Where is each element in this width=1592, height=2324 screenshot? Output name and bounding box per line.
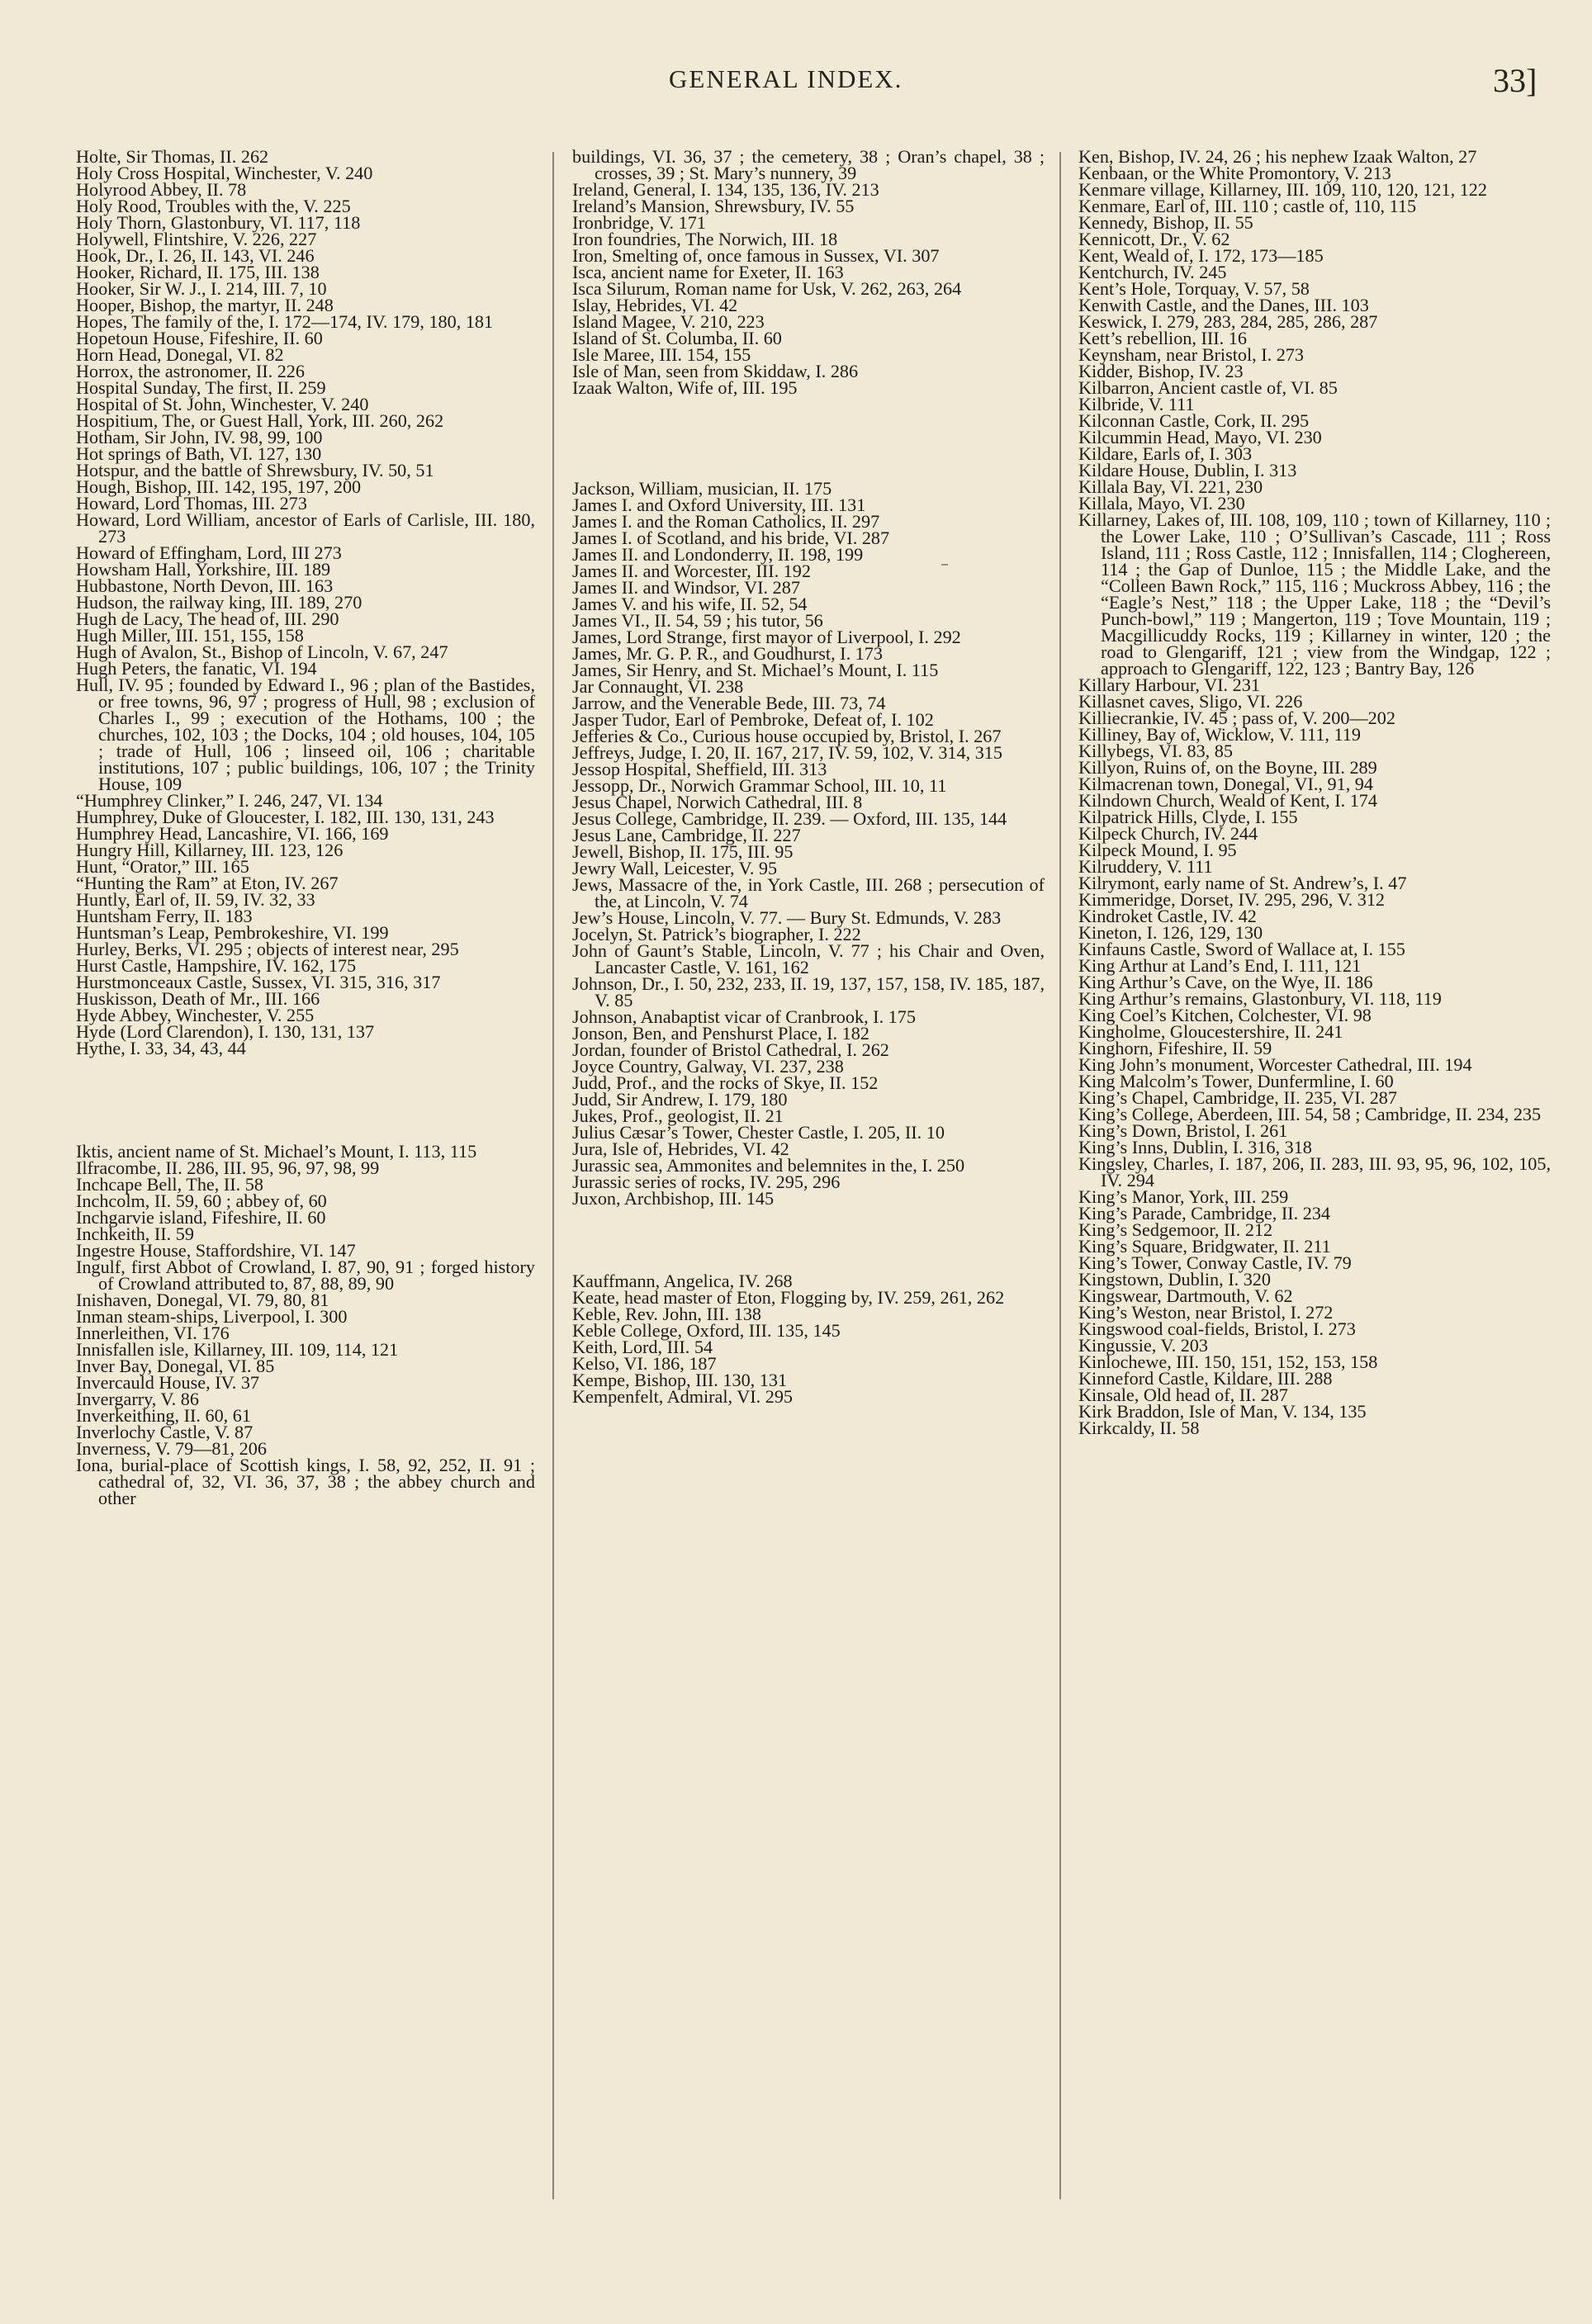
index-entry: James I. and the Roman Catholics, II. 297 [572, 511, 880, 532]
index-entry: Jura, Isle of, Hebrides, VI. 42 [572, 1138, 789, 1159]
index-entry: King Arthur’s remains, Glastonbury, VI. 118, 119 [1078, 988, 1442, 1009]
index-entry: Hyde Abbey, Winchester, V. 255 [76, 1005, 315, 1025]
index-entry: Iktis, ancient name of St. Michael’s Mount, I. 113, 115 [76, 1141, 477, 1162]
index-entry: Island Magee, V. 210, 223 [572, 311, 765, 332]
index-entry: Islay, Hebrides, VI. 42 [572, 295, 738, 315]
index-entry: Kilbarron, Ancient castle of, VI. 85 [1078, 377, 1338, 398]
section-gap [76, 1057, 535, 1143]
index-entry: Hopetoun House, Fifeshire, II. 60 [76, 328, 323, 348]
index-entry: James II. and Londonderry, II. 198, 199 [572, 544, 864, 565]
index-entry: Kildare House, Dublin, I. 313 [1078, 460, 1297, 480]
column-rule-left [552, 152, 554, 2199]
index-entry: Inverkeithing, II. 60, 61 [76, 1405, 251, 1426]
index-entry: Kilpeck Church, IV. 244 [1078, 823, 1258, 844]
index-entry: Inman steam-ships, Liverpool, I. 300 [76, 1306, 348, 1327]
index-entry: Kilcummin Head, Mayo, VI. 230 [1078, 427, 1322, 447]
section-gap [572, 1207, 1045, 1273]
index-entry: King’s Weston, near Bristol, I. 272 [1078, 1302, 1334, 1323]
index-entry: Innerleithen, VI. 176 [76, 1323, 230, 1343]
index-entry: Kilpatrick Hills, Clyde, I. 155 [1078, 807, 1298, 827]
index-entry: Killybegs, VI. 83, 85 [1078, 741, 1233, 761]
index-entry: Hyde (Lord Clarendon), I. 130, 131, 137 [76, 1021, 375, 1042]
index-entry: Killiney, Bay of, Wicklow, V. 111, 119 [1078, 724, 1361, 745]
index-entry: King’s Square, Bridgwater, II. 211 [1078, 1236, 1331, 1257]
index-entry: James VI., II. 54, 59 ; his tutor, 56 [572, 610, 823, 631]
index-entry: Kinfauns Castle, Sword of Wallace at, I. 155 [1078, 939, 1405, 959]
index-entry: Keith, Lord, III. 54 [572, 1337, 713, 1357]
index-entry: James V. and his wife, II. 52, 54 [572, 594, 808, 614]
index-entry: Kilconnan Castle, Cork, II. 295 [1078, 410, 1310, 431]
index-entry: Horn Head, Donegal, VI. 82 [76, 344, 284, 365]
index-entry: Howsham Hall, Yorkshire, III. 189 [76, 559, 331, 580]
index-entry: Kauffmann, Angelica, IV. 268 [572, 1271, 793, 1291]
index-entry: Ironbridge, V. 171 [572, 212, 706, 233]
index-entry: Jessopp, Dr., Norwich Grammar School, III. 10, 11 [572, 775, 947, 796]
index-entry: Jocelyn, St. Patrick’s biographer, I. 222 [572, 924, 861, 944]
index-entry: Kilruddery, V. 111 [1078, 856, 1213, 877]
index-entry: Holyrood Abbey, II. 78 [76, 179, 247, 200]
index-entry: Iona, burial-place of Scottish kings, I. 58, 92, 252, II. 91 ; cathedral of, 32, VI. 36, 37, 38 ; the abbey church and other [76, 1455, 535, 1508]
index-entry: Killala, Mayo, VI. 230 [1078, 493, 1245, 514]
index-entry: James II. and Worcester, III. 192 [572, 561, 811, 581]
index-entry: Island of St. Columba, II. 60 [572, 328, 782, 348]
index-entry: Inchcolm, II. 59, 60 ; abbey of, 60 [76, 1190, 327, 1211]
index-entry: Kilbride, V. 111 [1078, 394, 1195, 414]
index-entry: Kett’s rebellion, III. 16 [1078, 328, 1247, 348]
index-entry: Iron foundries, The Norwich, III. 18 [572, 229, 838, 249]
index-entry: Hot springs of Bath, VI. 127, 130 [76, 443, 322, 464]
index-entry: Inchkeith, II. 59 [76, 1224, 194, 1244]
index-entry: Hull, IV. 95 ; founded by Edward I., 96 ; plan of the Bastides, or free towns, 96, 97 ; progress of Hull, 98 ; exclusion of Charles I., 99 ; execution of the Hothams, 100 ; the churches, 102, 103 ; the Docks, 104 ; old houses, 104, 105 ; trade of Hull, 106 ; linseed oil, 106 ; charitable institutions, 107 ; public buildings, 106, 107 ; the Trinity House, 109 [76, 674, 535, 794]
index-entry: Hooper, Bishop, the martyr, II. 248 [76, 295, 334, 315]
index-entry: Howard, Lord Thomas, III. 273 [76, 493, 307, 514]
index-entry: Hugh Peters, the fanatic, VI. 194 [76, 658, 317, 679]
index-entry: James I. of Scotland, and his bride, VI. 287 [572, 528, 890, 548]
index-entry: Isca, ancient name for Exeter, II. 163 [572, 262, 844, 282]
index-entry: buildings, VI. 36, 37 ; the cemetery, 38 ; Oran’s chapel, 38 ; crosses, 39 ; St. Mary’s nunnery, 39 [572, 146, 1045, 183]
index-entry: Jessop Hospital, Sheffield, III. 313 [572, 759, 827, 779]
index-entry: Hough, Bishop, III. 142, 195, 197, 200 [76, 476, 362, 497]
index-entry: Hook, Dr., I. 26, II. 143, VI. 246 [76, 245, 315, 266]
index-entry: Hugh Miller, III. 151, 155, 158 [76, 625, 304, 646]
index-entry: Jonson, Ben, and Penshurst Place, I. 182 [572, 1023, 869, 1044]
index-entry: Isca Silurum, Roman name for Usk, V. 262, 263, 264 [572, 278, 962, 299]
index-entry: Inishaven, Donegal, VI. 79, 80, 81 [76, 1290, 329, 1310]
index-entry: Killiecrankie, IV. 45 ; pass of, V. 200—202 [1078, 708, 1395, 728]
index-entry: Kinneford Castle, Kildare, III. 288 [1078, 1368, 1333, 1389]
index-entry: Hooker, Sir W. J., I. 214, III. 7, 10 [76, 278, 327, 299]
index-entry: Kidder, Bishop, IV. 23 [1078, 361, 1244, 381]
index-entry: Kirkcaldy, II. 58 [1078, 1418, 1200, 1438]
index-entry: James II. and Windsor, VI. 287 [572, 577, 800, 598]
index-entry: Kilpeck Mound, I. 95 [1078, 840, 1237, 860]
index-entry: Hugh de Lacy, The head of, III. 290 [76, 608, 339, 629]
index-entry: Jewry Wall, Leicester, V. 95 [572, 858, 778, 878]
index-entry: Keswick, I. 279, 283, 284, 285, 286, 287 [1078, 311, 1378, 332]
index-entry: Killasnet caves, Sligo, VI. 226 [1078, 691, 1303, 712]
index-entry: Huskisson, Death of Mr., III. 166 [76, 988, 320, 1009]
index-entry: Howard of Effingham, Lord, III 273 [76, 542, 342, 563]
index-group-i-cont [572, 146, 1045, 398]
index-entry: Kingstown, Dublin, I. 320 [1078, 1269, 1271, 1290]
index-entry: Howard, Lord William, ancestor of Earls of Carlisle, III. 180, 273 [76, 509, 535, 547]
index-entry: Jordan, founder of Bristol Cathedral, I. 262 [572, 1039, 889, 1060]
index-entry: Hugh of Avalon, St., Bishop of Lincoln, V. 67, 247 [76, 641, 448, 662]
index-entry: Holy Thorn, Glastonbury, VI. 117, 118 [76, 212, 361, 233]
index-entry: Keynsham, near Bristol, I. 273 [1078, 344, 1304, 365]
index-column-middle [572, 146, 1045, 1407]
index-entry: King Arthur’s Cave, on the Wye, II. 186 [1078, 972, 1373, 992]
index-entry: Kent’s Hole, Torquay, V. 57, 58 [1078, 278, 1310, 299]
index-entry: Inverlochy Castle, V. 87 [76, 1422, 253, 1442]
index-entry: Kinlochewe, III. 150, 151, 152, 153, 158 [1078, 1351, 1378, 1372]
index-entry: James I. and Oxford University, III. 131 [572, 495, 866, 515]
index-entry: Inchcape Bell, The, II. 58 [76, 1174, 263, 1195]
index-entry: Kineton, I. 126, 129, 130 [1078, 922, 1263, 943]
index-entry: Joyce Country, Galway, VI. 237, 238 [572, 1056, 844, 1077]
index-entry: Holte, Sir Thomas, II. 262 [76, 146, 269, 167]
index-entry: Hythe, I. 33, 34, 43, 44 [76, 1038, 246, 1058]
index-entry: Ingulf, first Abbot of Crowland, I. 87, 90, 91 ; forged history of Crowland attributed to, 87, 88, 89, 90 [76, 1257, 535, 1294]
index-entry: Jewell, Bishop, II. 175, III. 95 [572, 841, 794, 862]
column-rule-right [1059, 152, 1061, 2199]
index-entry: James, Lord Strange, first mayor of Liverpool, I. 292 [572, 627, 961, 647]
index-entry: Hubbastone, North Devon, III. 163 [76, 575, 334, 596]
index-entry: Hospitium, The, or Guest Hall, York, III. 260, 262 [76, 410, 444, 431]
index-entry: Kingholme, Gloucestershire, II. 241 [1078, 1021, 1343, 1042]
index-entry: Jar Connaught, VI. 238 [572, 676, 744, 697]
index-entry: Kinghorn, Fifeshire, II. 59 [1078, 1038, 1272, 1058]
index-entry: Innisfallen isle, Killarney, III. 109, 114, 121 [76, 1339, 399, 1360]
index-entry: Holy Rood, Troubles with the, V. 225 [76, 196, 351, 216]
index-entry: Killarney, Lakes of, III. 108, 109, 110 ; town of Killarney, 110 ; the Lower Lake, 110 ; O’Sullivan’s Cascade, 111 ; Ross Island, 111 ; Ross Castle, 112 ; Innisfallen, 114 ; Cloghereen, 114 ; the Gap of Dunloe, 115 ; the Middle Lake, and the “Colleen Bawn Rock,” 115, 116 ; Muckross Abbey, 116 ; the “Eagle’s Nest,” 118 ; the Upper Lake, 118 ; the “Devil’s Punch-bowl,” 119 ; Mangerton, 119 ; Tove Mountain, 119 ; Macgillicuddy Rocks, 119 ; Killarney in winter, 120 ; the road to Glengariff, 121 ; view from the Windgap, 122 ; approach to Glengariff, 122, 123 ; Bantry Bay, 126 [1078, 509, 1551, 679]
index-entry: Kindroket Castle, IV. 42 [1078, 906, 1257, 926]
index-entry: James, Mr. G. P. R., and Goudhurst, I. 173 [572, 643, 883, 664]
index-entry: King’s Inns, Dublin, I. 316, 318 [1078, 1137, 1312, 1157]
index-entry: Johnson, Dr., I. 50, 232, 233, II. 19, 137, 157, 158, IV. 185, 187, V. 85 [572, 973, 1045, 1011]
index-entry: Holy Cross Hospital, Winchester, V. 240 [76, 163, 373, 183]
index-entry: King’s Down, Bristol, I. 261 [1078, 1120, 1288, 1141]
index-entry: Julius Cæsar’s Tower, Chester Castle, I. 205, II. 10 [572, 1122, 945, 1143]
index-entry: Jew’s House, Lincoln, V. 77. — Bury St. Edmunds, V. 283 [572, 907, 1002, 928]
index-entry: Hospital of St. John, Winchester, V. 240 [76, 394, 369, 414]
index-entry: Kingussie, V. 203 [1078, 1335, 1208, 1356]
index-entry: Hurstmonceaux Castle, Sussex, VI. 315, 316, 317 [76, 972, 441, 992]
index-group-i [76, 1143, 535, 1507]
index-entry: Kirk Braddon, Isle of Man, V. 134, 135 [1078, 1401, 1367, 1422]
index-entry: Jeffreys, Judge, I. 20, II. 167, 217, IV. 59, 102, V. 314, 315 [572, 742, 1002, 763]
index-group-k-cont [1078, 146, 1551, 1438]
running-title: GENERAL INDEX. [669, 64, 903, 93]
index-entry: King’s Sedgemoor, II. 212 [1078, 1219, 1273, 1240]
index-group-k [572, 1273, 1045, 1405]
page-number: 33] [1493, 62, 1538, 99]
index-entry: Keate, head master of Eton, Flogging by, IV. 259, 261, 262 [572, 1287, 1005, 1308]
index-entry: Hudson, the railway king, III. 189, 270 [76, 592, 362, 613]
page-header [0, 64, 1592, 114]
index-entry: Humphrey, Duke of Gloucester, I. 182, III. 130, 131, 243 [76, 807, 495, 827]
index-entry: Killala Bay, VI. 221, 230 [1078, 476, 1263, 497]
index-entry: Jukes, Prof., geologist, II. 21 [572, 1105, 784, 1126]
index-entry: Jesus Lane, Cambridge, II. 227 [572, 825, 801, 845]
index-entry: Jews, Massacre of the, in York Castle, III. 268 ; persecution of the, at Lincoln, V. 74 [572, 874, 1045, 911]
index-entry: Judd, Sir Andrew, I. 179, 180 [572, 1089, 788, 1110]
index-entry: Kilrymont, early name of St. Andrew’s, I. 47 [1078, 873, 1407, 893]
index-entry: Kimmeridge, Dorset, IV. 295, 296, V. 312 [1078, 889, 1386, 910]
index-entry: King Malcolm’s Tower, Dunfermline, I. 60 [1078, 1071, 1394, 1091]
index-entry: Inchgarvie island, Fifeshire, II. 60 [76, 1207, 326, 1228]
index-entry: Huntly, Earl of, II. 59, IV. 32, 33 [76, 889, 315, 910]
index-entry: Killyon, Ruins of, on the Boyne, III. 289 [1078, 757, 1377, 778]
index-entry: Jurassic sea, Ammonites and belemnites in the, I. 250 [572, 1155, 965, 1176]
index-entry: Kilmacrenan town, Donegal, VI., 91, 94 [1078, 774, 1373, 794]
index-entry: Ireland, General, I. 134, 135, 136, IV. 213 [572, 179, 879, 200]
index-entry: Hungry Hill, Killarney, III. 123, 126 [76, 840, 344, 860]
index-entry: King’s College, Aberdeen, III. 54, 58 ; Cambridge, II. 234, 235 [1078, 1104, 1542, 1124]
index-entry: Jesus Chapel, Norwich Cathedral, III. 8 [572, 792, 863, 812]
index-entry: Juxon, Archbishop, III. 145 [572, 1188, 775, 1209]
index-entry: King John’s monument, Worcester Cathedral, III. 194 [1078, 1054, 1472, 1075]
index-entry: Ilfracombe, II. 286, III. 95, 96, 97, 98, 99 [76, 1157, 380, 1178]
index-entry: King’s Chapel, Cambridge, II. 235, VI. 287 [1078, 1087, 1397, 1108]
index-entry: Hunt, “Orator,” III. 165 [76, 856, 249, 877]
index-entry: King Coel’s Kitchen, Colchester, VI. 98 [1078, 1005, 1372, 1025]
index-entry: Ingestre House, Staffordshire, VI. 147 [76, 1240, 356, 1261]
index-entry: James, Sir Henry, and St. Michael’s Mount, I. 115 [572, 660, 939, 680]
index-entry: Inver Bay, Donegal, VI. 85 [76, 1356, 275, 1376]
index-entry: Ken, Bishop, IV. 24, 26 ; his nephew Izaak Walton, 27 [1078, 146, 1477, 167]
index-entry: Kempe, Bishop, III. 130, 131 [572, 1370, 788, 1390]
index-entry: Kennedy, Bishop, II. 55 [1078, 212, 1253, 233]
index-column-right [1078, 146, 1551, 1438]
index-entry: Kingswear, Dartmouth, V. 62 [1078, 1285, 1293, 1306]
index-entry: Kempenfelt, Admiral, VI. 295 [572, 1386, 794, 1407]
index-entry: Hurst Castle, Hampshire, IV. 162, 175 [76, 955, 357, 976]
index-entry: Jackson, William, musician, II. 175 [572, 478, 832, 499]
index-entry: King’s Manor, York, III. 259 [1078, 1186, 1289, 1207]
index-entry: Kenwith Castle, and the Danes, III. 103 [1078, 295, 1369, 315]
index-entry: John of Gaunt’s Stable, Lincoln, V. 77 ; his Chair and Oven, Lancaster Castle, V. 161, 162 [572, 940, 1045, 977]
index-entry: Hopes, The family of the, I. 172—174, IV. 179, 180, 181 [76, 311, 494, 332]
index-entry: Jefferies & Co., Curious house occupied by, Bristol, I. 267 [572, 726, 1002, 746]
index-entry: Hotspur, and the battle of Shrewsbury, IV. 50, 51 [76, 460, 434, 480]
index-entry: Johnson, Anabaptist vicar of Cranbrook, I. 175 [572, 1006, 916, 1027]
index-entry: Holywell, Flintshire, V. 226, 227 [76, 229, 317, 249]
index-entry: Horrox, the astronomer, II. 226 [76, 361, 305, 381]
index-entry: King’s Parade, Cambridge, II. 234 [1078, 1203, 1331, 1224]
index-entry: Jesus College, Cambridge, II. 239. — Oxford, III. 135, 144 [572, 808, 1007, 829]
index-entry: Isle of Man, seen from Skiddaw, I. 286 [572, 361, 859, 381]
index-entry: Kilndown Church, Weald of Kent, I. 174 [1078, 790, 1377, 811]
index-entry: “Hunting the Ram” at Eton, IV. 267 [76, 873, 339, 893]
index-entry: Hurley, Berks, VI. 295 ; objects of interest near, 295 [76, 939, 459, 959]
index-entry: Kennicott, Dr., V. 62 [1078, 229, 1230, 249]
index-entry: Jurassic series of rocks, IV. 295, 296 [572, 1171, 841, 1192]
index-column-left [76, 146, 535, 1508]
index-entry: Kent, Weald of, I. 172, 173—185 [1078, 245, 1324, 266]
index-entry: Kenbaan, or the White Promontory, V. 213 [1078, 163, 1391, 183]
index-entry: Humphrey Head, Lancashire, VI. 166, 169 [76, 823, 389, 844]
index-entry: Keble College, Oxford, III. 135, 145 [572, 1320, 841, 1341]
index-entry: Izaak Walton, Wife of, III. 195 [572, 377, 798, 398]
index-entry: Invercauld House, IV. 37 [76, 1372, 260, 1393]
index-entry: Isle Maree, III. 154, 155 [572, 344, 751, 365]
index-entry: King’s Tower, Conway Castle, IV. 79 [1078, 1252, 1352, 1273]
index-entry: Iron, Smelting of, once famous in Sussex, VI. 307 [572, 245, 940, 266]
index-entry: Jarrow, and the Venerable Bede, III. 73, 74 [572, 693, 886, 713]
index-entry: Kildare, Earls of, I. 303 [1078, 443, 1253, 464]
index-entry: Kenmare, Earl of, III. 110 ; castle of, 110, 115 [1078, 196, 1417, 216]
index-entry: Hooker, Richard, II. 175, III. 138 [76, 262, 320, 282]
index-group-j [572, 480, 1045, 1207]
index-entry: Hospital Sunday, The first, II. 259 [76, 377, 326, 398]
index-entry: Kentchurch, IV. 245 [1078, 262, 1227, 282]
index-entry: Hotham, Sir John, IV. 98, 99, 100 [76, 427, 323, 447]
index-entry: Jasper Tudor, Earl of Pembroke, Defeat of, I. 102 [572, 709, 934, 730]
index-entry: Kinsale, Old head of, II. 287 [1078, 1384, 1288, 1405]
index-entry: Huntsman’s Leap, Pembrokeshire, VI. 199 [76, 922, 389, 943]
index-entry: Killary Harbour, VI. 231 [1078, 674, 1260, 695]
index-entry: Invergarry, V. 86 [76, 1389, 199, 1409]
section-gap [572, 396, 1045, 480]
index-entry: King Arthur at Land’s End, I. 111, 121 [1078, 955, 1362, 976]
index-entry: Kenmare village, Killarney, III. 109, 110, 120, 121, 122 [1078, 179, 1487, 200]
index-entry: Kingsley, Charles, I. 187, 206, II. 283, III. 93, 95, 96, 102, 105, IV. 294 [1078, 1153, 1551, 1190]
index-entry: Judd, Prof., and the rocks of Skye, II. 152 [572, 1072, 879, 1093]
index-entry: Kelso, VI. 186, 187 [572, 1353, 717, 1374]
index-entry: Ireland’s Mansion, Shrewsbury, IV. 55 [572, 196, 855, 216]
index-entry: Kingswood coal-fields, Bristol, I. 273 [1078, 1318, 1356, 1339]
index-entry: “Humphrey Clinker,” I. 246, 247, VI. 134 [76, 790, 383, 811]
index-entry: Keble, Rev. John, III. 138 [572, 1304, 762, 1324]
index-entry: Huntsham Ferry, II. 183 [76, 906, 253, 926]
index-group-h [76, 146, 535, 1058]
index-entry: Inverness, V. 79—81, 206 [76, 1438, 267, 1459]
